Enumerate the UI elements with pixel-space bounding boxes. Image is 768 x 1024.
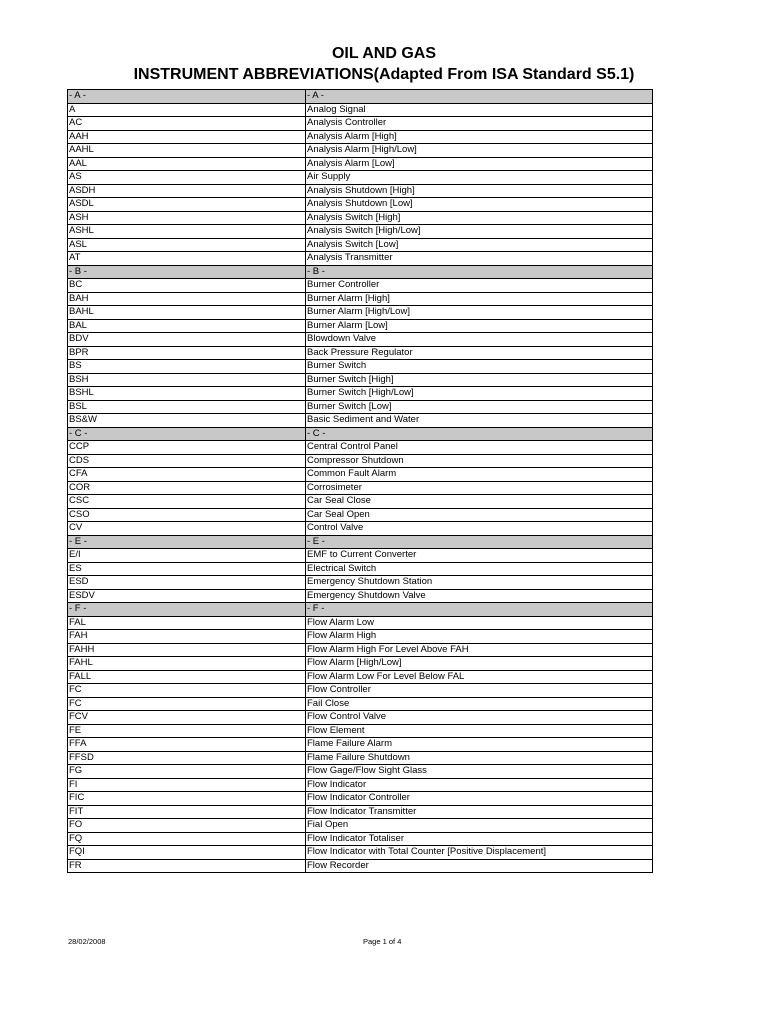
- table-row: [68, 252, 653, 266]
- abbreviation-cell: BSHL: [68, 387, 306, 401]
- table-row: [68, 697, 653, 711]
- abbreviation-cell: FALL: [68, 670, 306, 684]
- abbreviation-cell: AT: [68, 252, 306, 266]
- table-row: [68, 319, 653, 333]
- table-row: [68, 360, 653, 374]
- table-row: [68, 387, 653, 401]
- description-cell: Central Control Panel: [306, 441, 653, 455]
- section-letter: - A -: [68, 90, 306, 104]
- table-row: [68, 441, 653, 455]
- description-cell: Flow Alarm High For Level Above FAH: [306, 643, 653, 657]
- abbreviation-cell: FG: [68, 765, 306, 779]
- footer-date: 28/02/2008: [68, 937, 106, 946]
- section-letter: - C -: [306, 427, 653, 441]
- table-row: [68, 454, 653, 468]
- table-row: [68, 616, 653, 630]
- description-cell: Analysis Alarm [High]: [306, 130, 653, 144]
- description-cell: Control Valve: [306, 522, 653, 536]
- abbreviation-cell: ASDL: [68, 198, 306, 212]
- description-cell: EMF to Current Converter: [306, 549, 653, 563]
- table-row: [68, 738, 653, 752]
- table-row: [68, 346, 653, 360]
- table-row: [68, 670, 653, 684]
- abbreviation-cell: FAHL: [68, 657, 306, 671]
- table-row: [68, 225, 653, 239]
- table-row: [68, 711, 653, 725]
- table-row: [68, 481, 653, 495]
- abbreviation-cell: ESD: [68, 576, 306, 590]
- abbreviation-cell: BS&W: [68, 414, 306, 428]
- abbreviation-cell: FI: [68, 778, 306, 792]
- description-cell: Flow Indicator Transmitter: [306, 805, 653, 819]
- description-cell: Burner Switch [High/Low]: [306, 387, 653, 401]
- abbreviation-cell: FR: [68, 859, 306, 873]
- document-title: OIL AND GAS: [331, 45, 436, 62]
- abbreviation-cell: COR: [68, 481, 306, 495]
- description-cell: Analysis Switch [High]: [306, 211, 653, 225]
- abbreviation-cell: AC: [68, 117, 306, 131]
- description-cell: Emergency Shutdown Valve: [306, 589, 653, 603]
- table-row: [68, 103, 653, 117]
- abbreviation-cell: FCV: [68, 711, 306, 725]
- description-cell: Blowdown Valve: [306, 333, 653, 347]
- description-cell: Analysis Switch [High/Low]: [306, 225, 653, 239]
- table-row: [68, 130, 653, 144]
- abbreviation-cell: AAL: [68, 157, 306, 171]
- abbreviation-cell: ESDV: [68, 589, 306, 603]
- description-cell: Flow Indicator: [306, 778, 653, 792]
- description-cell: Car Seal Close: [306, 495, 653, 509]
- table-row: [68, 751, 653, 765]
- description-cell: Car Seal Open: [306, 508, 653, 522]
- table-row: [68, 859, 653, 873]
- abbreviation-cell: FAL: [68, 616, 306, 630]
- abbreviation-cell: FQ: [68, 832, 306, 846]
- abbreviation-cell: BSH: [68, 373, 306, 387]
- abbreviation-cell: FC: [68, 684, 306, 698]
- table-row: [68, 306, 653, 320]
- description-cell: Corrosimeter: [306, 481, 653, 495]
- description-cell: Flow Alarm Low For Level Below FAL: [306, 670, 653, 684]
- table-row: [68, 589, 653, 603]
- table-row: [68, 373, 653, 387]
- table-row: [68, 522, 653, 536]
- abbreviation-cell: CSO: [68, 508, 306, 522]
- description-cell: Analysis Shutdown [Low]: [306, 198, 653, 212]
- abbreviation-cell: FFSD: [68, 751, 306, 765]
- table-row: [68, 144, 653, 158]
- abbreviation-cell: AAH: [68, 130, 306, 144]
- abbreviation-cell: FQI: [68, 846, 306, 860]
- abbreviation-cell: ES: [68, 562, 306, 576]
- table-row: [68, 171, 653, 185]
- abbreviation-cell: AS: [68, 171, 306, 185]
- description-cell: Basic Sediment and Water: [306, 414, 653, 428]
- description-cell: Flame Failure Alarm: [306, 738, 653, 752]
- section-letter: - A -: [306, 90, 653, 104]
- table-row: [68, 157, 653, 171]
- abbreviation-cell: CCP: [68, 441, 306, 455]
- abbreviations-table: [67, 89, 653, 873]
- section-header-row: [68, 603, 653, 617]
- section-header-row: [68, 535, 653, 549]
- section-header-row: [68, 427, 653, 441]
- description-cell: Burner Alarm [High/Low]: [306, 306, 653, 320]
- table-row: [68, 805, 653, 819]
- abbreviation-cell: BDV: [68, 333, 306, 347]
- description-cell: Fial Open: [306, 819, 653, 833]
- description-cell: Flow Control Valve: [306, 711, 653, 725]
- abbreviation-cell: BAH: [68, 292, 306, 306]
- abbreviation-cell: AAHL: [68, 144, 306, 158]
- section-letter: - B -: [306, 265, 653, 279]
- abbreviation-cell: FE: [68, 724, 306, 738]
- section-letter: - F -: [306, 603, 653, 617]
- description-cell: Fail Close: [306, 697, 653, 711]
- abbreviation-cell: FO: [68, 819, 306, 833]
- table-row: [68, 279, 653, 293]
- abbreviation-cell: FC: [68, 697, 306, 711]
- description-cell: Flow Controller: [306, 684, 653, 698]
- section-letter: - C -: [68, 427, 306, 441]
- table-row: [68, 724, 653, 738]
- abbreviation-cell: BSL: [68, 400, 306, 414]
- table-row: [68, 238, 653, 252]
- abbreviation-cell: FAH: [68, 630, 306, 644]
- abbreviation-cell: FIC: [68, 792, 306, 806]
- description-cell: Analysis Transmitter: [306, 252, 653, 266]
- table-row: [68, 508, 653, 522]
- table-row: [68, 562, 653, 576]
- description-cell: Flow Alarm High: [306, 630, 653, 644]
- abbreviation-cell: ASHL: [68, 225, 306, 239]
- table-row: [68, 333, 653, 347]
- abbreviation-cell: CV: [68, 522, 306, 536]
- table-row: [68, 414, 653, 428]
- section-header-row: [68, 265, 653, 279]
- description-cell: Burner Controller: [306, 279, 653, 293]
- abbreviation-cell: E/I: [68, 549, 306, 563]
- description-cell: Analysis Controller: [306, 117, 653, 131]
- table-row: [68, 657, 653, 671]
- abbreviation-cell: FAHH: [68, 643, 306, 657]
- description-cell: Flow Gage/Flow Sight Glass: [306, 765, 653, 779]
- abbreviation-cell: FFA: [68, 738, 306, 752]
- abbreviation-cell: ASDH: [68, 184, 306, 198]
- table-row: [68, 211, 653, 225]
- table-row: [68, 846, 653, 860]
- table-row: [68, 468, 653, 482]
- description-cell: Back Pressure Regulator: [306, 346, 653, 360]
- description-cell: Emergency Shutdown Station: [306, 576, 653, 590]
- abbreviation-cell: CSC: [68, 495, 306, 509]
- table-row: [68, 778, 653, 792]
- table-row: [68, 576, 653, 590]
- table-row: [68, 184, 653, 198]
- section-letter: - E -: [306, 535, 653, 549]
- description-cell: Flow Indicator Totaliser: [306, 832, 653, 846]
- abbreviation-cell: CDS: [68, 454, 306, 468]
- description-cell: Analog Signal: [306, 103, 653, 117]
- table-row: [68, 792, 653, 806]
- table-row: [68, 117, 653, 131]
- description-cell: Analysis Alarm [High/Low]: [306, 144, 653, 158]
- section-letter: - E -: [68, 535, 306, 549]
- description-cell: Flow Element: [306, 724, 653, 738]
- abbreviation-cell: BC: [68, 279, 306, 293]
- description-cell: Flame Failure Shutdown: [306, 751, 653, 765]
- abbreviation-cell: CFA: [68, 468, 306, 482]
- table-row: [68, 495, 653, 509]
- description-cell: Burner Alarm [Low]: [306, 319, 653, 333]
- abbreviation-cell: BAL: [68, 319, 306, 333]
- abbreviations-table-body: [68, 90, 653, 873]
- table-row: [68, 832, 653, 846]
- description-cell: Compressor Shutdown: [306, 454, 653, 468]
- table-row: [68, 643, 653, 657]
- description-cell: Burner Alarm [High]: [306, 292, 653, 306]
- description-cell: Burner Switch [High]: [306, 373, 653, 387]
- section-letter: - F -: [68, 603, 306, 617]
- description-cell: Electrical Switch: [306, 562, 653, 576]
- table-row: [68, 630, 653, 644]
- abbreviation-cell: BAHL: [68, 306, 306, 320]
- table-row: [68, 549, 653, 563]
- table-row: [68, 819, 653, 833]
- description-cell: Flow Alarm [High/Low]: [306, 657, 653, 671]
- description-cell: Flow Recorder: [306, 859, 653, 873]
- abbreviation-cell: A: [68, 103, 306, 117]
- abbreviation-cell: FIT: [68, 805, 306, 819]
- document-subtitle: INSTRUMENT ABBREVIATIONS(Adapted From ISA Standard S5.1): [133, 66, 635, 83]
- description-cell: Burner Switch: [306, 360, 653, 374]
- description-cell: Analysis Alarm [Low]: [306, 157, 653, 171]
- table-row: [68, 198, 653, 212]
- table-row: [68, 684, 653, 698]
- description-cell: Analysis Shutdown [High]: [306, 184, 653, 198]
- section-header-row: [68, 90, 653, 104]
- description-cell: Analysis Switch [Low]: [306, 238, 653, 252]
- table-row: [68, 400, 653, 414]
- description-cell: Flow Indicator with Total Counter [Positive Displacement]: [306, 846, 653, 860]
- abbreviation-cell: ASL: [68, 238, 306, 252]
- description-cell: Flow Alarm Low: [306, 616, 653, 630]
- description-cell: Burner Switch [Low]: [306, 400, 653, 414]
- description-cell: Air Supply: [306, 171, 653, 185]
- description-cell: Common Fault Alarm: [306, 468, 653, 482]
- description-cell: Flow Indicator Controller: [306, 792, 653, 806]
- abbreviation-cell: BS: [68, 360, 306, 374]
- footer-page-number: Page 1 of 4: [363, 937, 402, 946]
- table-row: [68, 292, 653, 306]
- abbreviation-cell: BPR: [68, 346, 306, 360]
- abbreviation-cell: ASH: [68, 211, 306, 225]
- section-letter: - B -: [68, 265, 306, 279]
- table-row: [68, 765, 653, 779]
